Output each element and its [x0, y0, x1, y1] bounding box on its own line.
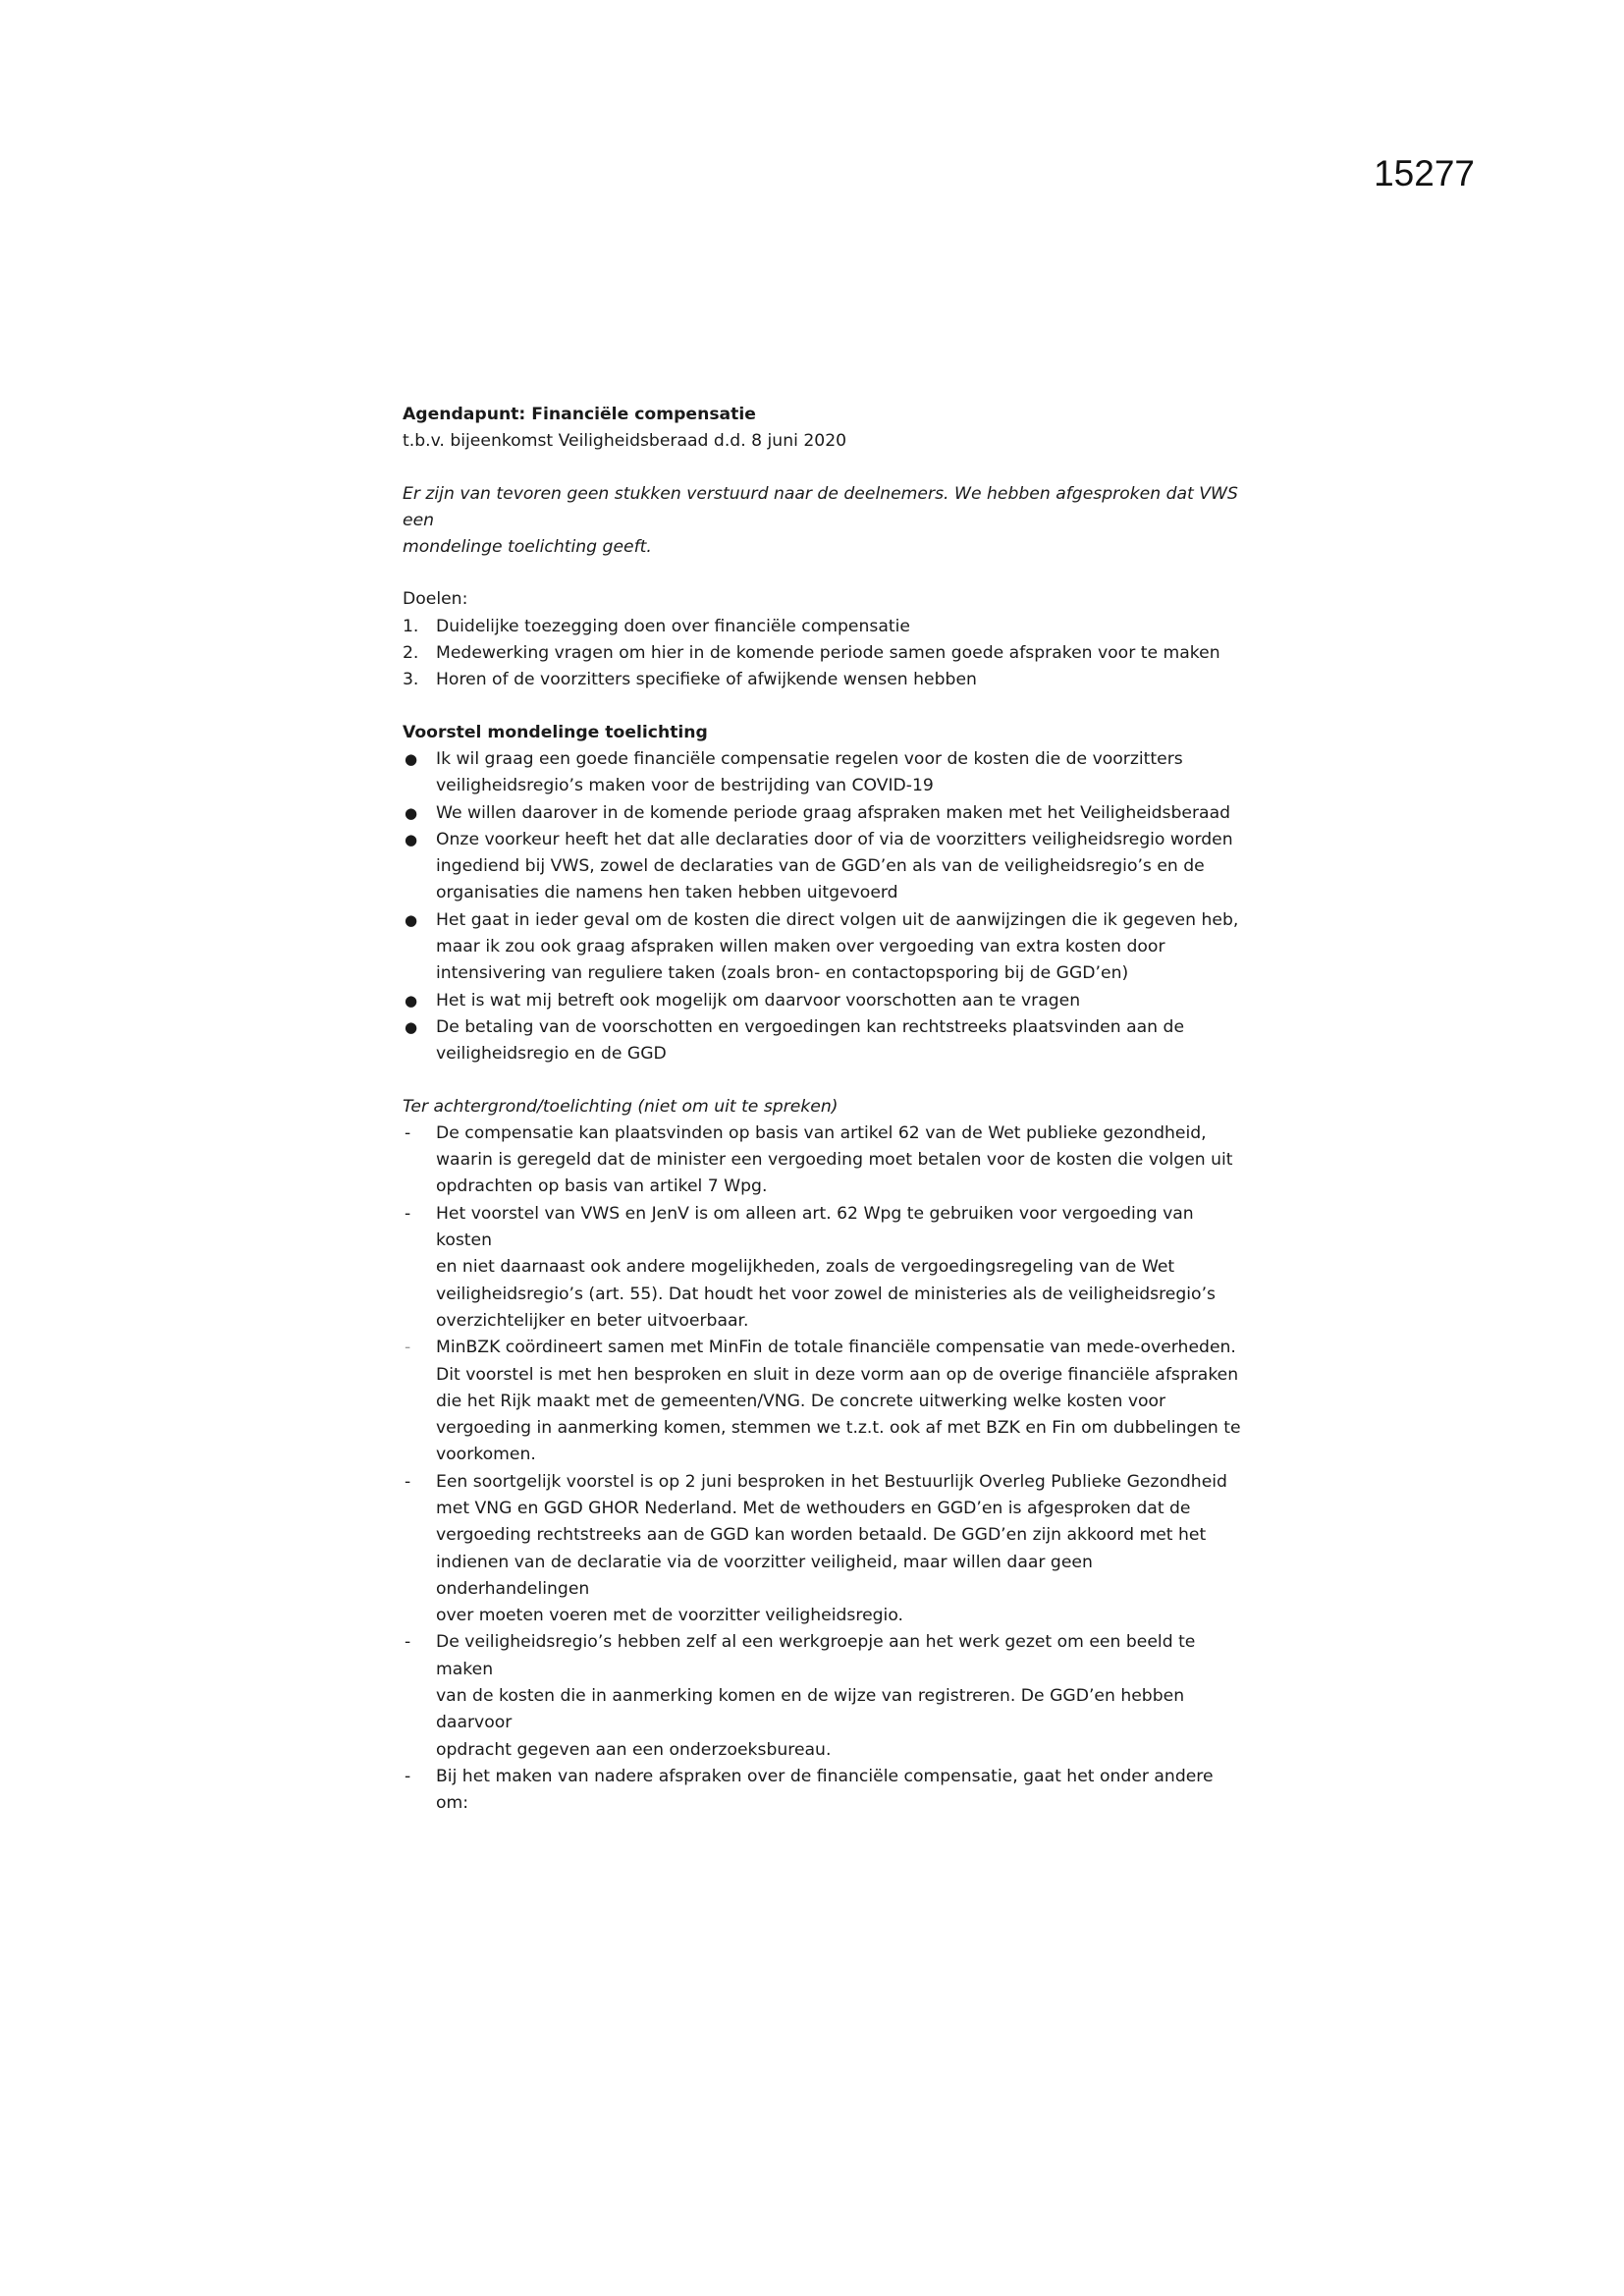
background-item — [403, 1335, 1247, 1468]
intro-note-line: Er zijn van tevoren geen stukken verstuurd naar de deelnemers. We hebben afgesproken dat VWS een — [403, 483, 1238, 530]
document-number: 15277 — [1374, 153, 1475, 193]
intro-note — [403, 481, 1247, 562]
background-item — [403, 1121, 1247, 1201]
background-text: Een soortgelijk voorstel is op 2 juni besproken in het Bestuurlijk Overleg Publieke Gezondheid — [436, 1471, 1227, 1492]
goals-list — [403, 614, 1247, 694]
background-text: De veiligheidsregio’s hebben zelf al een werkgroepje aan het werk gezet om een beeld te maken — [436, 1632, 1196, 1679]
background-text: en niet daarnaast ook andere mogelijkheden, zoals de vergoedingsregeling van de Wet — [436, 1257, 1175, 1278]
dash-icon: - — [405, 1122, 411, 1143]
background-text: opdracht gegeven aan een onderzoeksbureau. — [436, 1739, 832, 1760]
proposal-text: veiligheidsregio en de GGD — [436, 1044, 667, 1065]
proposal-text: We willen daarover in de komende periode graag afspraken maken met het Veiligheidsberaad — [436, 802, 1231, 823]
bullet-icon: ● — [405, 1017, 418, 1036]
proposal-item — [403, 907, 1247, 988]
goal-item — [403, 640, 1247, 667]
dash-icon: - — [405, 1632, 411, 1653]
goals-heading: Doelen: — [403, 589, 468, 610]
background-text: over moeten voeren met de voorzitter veiligheidsregio. — [436, 1606, 904, 1626]
document-body — [403, 402, 1247, 1818]
proposal-list — [403, 746, 1247, 1068]
intro-note-line: mondelinge toelichting geeft. — [403, 537, 652, 558]
background-text: waarin is geregeld dat de minister een vergoeding moet betalen voor de kosten die volgen uit — [436, 1150, 1233, 1171]
background-text: van de kosten die in aanmerking komen en de wijze van registreren. De GGD’en hebben daarvoor — [436, 1686, 1185, 1733]
bullet-icon: ● — [405, 803, 418, 822]
proposal-text: veiligheidsregio’s maken voor de bestrijding van COVID-19 — [436, 776, 934, 796]
goal-text: Medewerking vragen om hier in de komende periode samen goede afspraken voor te maken — [436, 643, 1220, 664]
dash-icon: - — [405, 1766, 411, 1786]
proposal-text: Het is wat mij betreft ook mogelijk om daarvoor voorschotten aan te vragen — [436, 990, 1081, 1011]
proposal-item — [403, 800, 1247, 827]
goal-number: 3. — [403, 670, 419, 690]
background-text: overzichtelijker en beter uitvoerbaar. — [436, 1310, 749, 1331]
background-text: veiligheidsregio’s (art. 55). Dat houdt het voor zowel de ministeries als de veiligheidsregio’s — [436, 1284, 1216, 1304]
agenda-title: Agendapunt: Financiële compensatie — [403, 405, 756, 424]
background-list — [403, 1121, 1247, 1818]
background-text: MinBZK coördineert samen met MinFin de totale financiële compensatie van mede-overheden. — [436, 1338, 1236, 1358]
proposal-text: ingediend bij VWS, zowel de declaraties van de GGD’en als van de veiligheidsregio’s en de — [436, 856, 1205, 877]
proposal-item — [403, 746, 1247, 800]
proposal-heading: Voorstel mondelinge toelichting — [403, 722, 708, 742]
proposal-text: organisaties die namens hen taken hebben uitgevoerd — [436, 883, 898, 903]
proposal-text: maar ik zou ook graag afspraken willen maken over vergoeding van extra kosten door — [436, 937, 1165, 957]
bullet-icon: ● — [405, 830, 418, 848]
background-text: vergoeding rechtstreeks aan de GGD kan worden betaald. De GGD’en zijn akkoord met het — [436, 1525, 1207, 1546]
background-text: Bij het maken van nadere afspraken over de financiële compensatie, gaat het onder andere om: — [436, 1766, 1214, 1814]
proposal-text: intensivering van reguliere taken (zoals bron- en contactopsporing bij de GGD’en) — [436, 963, 1129, 984]
goal-item — [403, 667, 1247, 693]
dash-icon: - — [405, 1338, 411, 1358]
bullet-icon: ● — [405, 910, 418, 929]
background-item — [403, 1764, 1247, 1818]
proposal-text: Ik wil graag een goede financiële compensatie regelen voor de kosten die de voorzitters — [436, 748, 1183, 769]
background-item — [403, 1629, 1247, 1763]
proposal-item — [403, 827, 1247, 907]
background-text: met VNG en GGD GHOR Nederland. Met de wethouders en GGD’en is afgesproken dat de — [436, 1498, 1191, 1518]
dash-icon: - — [405, 1203, 411, 1224]
proposal-text: Onze voorkeur heeft het dat alle declaraties door of via de voorzitters veiligheidsregio worden — [436, 829, 1233, 849]
background-text: opdrachten op basis van artikel 7 Wpg. — [436, 1176, 768, 1197]
background-text: De compensatie kan plaatsvinden op basis van artikel 62 van de Wet publieke gezondheid, — [436, 1122, 1207, 1143]
bullet-icon: ● — [405, 991, 418, 1010]
bullet-icon: ● — [405, 749, 418, 768]
goal-number: 1. — [403, 616, 419, 636]
background-text: die het Rijk maakt met de gemeenten/VNG. De concrete uitwerking welke kosten voor — [436, 1391, 1166, 1411]
proposal-text: Het gaat in ieder geval om de kosten die direct volgen uit de aanwijzingen die ik gegeven heb, — [436, 909, 1239, 930]
proposal-text: De betaling van de voorschotten en vergoedingen kan rechtstreeks plaatsvinden aan de — [436, 1016, 1185, 1037]
proposal-item — [403, 1014, 1247, 1068]
background-item — [403, 1201, 1247, 1335]
goal-item — [403, 614, 1247, 640]
background-text: vergoeding in aanmerking komen, stemmen we t.z.t. ook af met BZK en Fin om dubbelingen te — [436, 1418, 1241, 1439]
goal-text: Duidelijke toezegging doen over financiële compensatie — [436, 616, 910, 636]
goal-number: 2. — [403, 643, 419, 664]
background-text: voorkomen. — [436, 1445, 536, 1465]
background-heading: Ter achtergrond/toelichting (niet om uit te spreken) — [403, 1096, 839, 1117]
proposal-item — [403, 988, 1247, 1014]
background-text: Dit voorstel is met hen besproken en sluit in deze vorm aan op de overige financiële afspraken — [436, 1364, 1239, 1385]
background-text: Het voorstel van VWS en JenV is om alleen art. 62 Wpg te gebruiken voor vergoeding van kosten — [436, 1203, 1194, 1251]
goal-text: Horen of de voorzitters specifieke of afwijkende wensen hebben — [436, 670, 977, 690]
dash-icon: - — [405, 1471, 411, 1492]
background-text: indienen van de declaratie via de voorzitter veiligheid, maar willen daar geen onderhandelingen — [436, 1552, 1093, 1599]
background-item — [403, 1469, 1247, 1630]
agenda-subtitle: t.b.v. bijeenkomst Veiligheidsberaad d.d. 8 juni 2020 — [403, 431, 847, 452]
